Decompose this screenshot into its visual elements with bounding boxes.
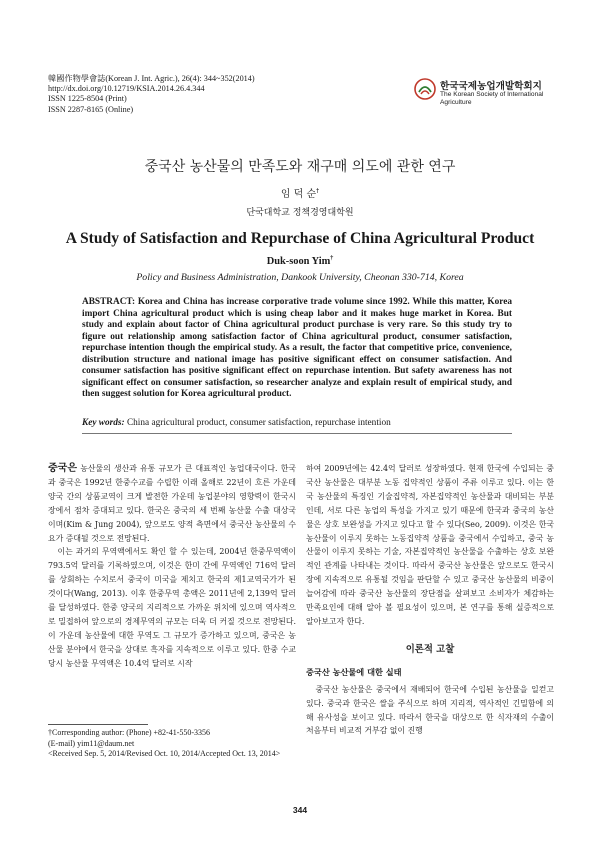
author-english: Duk-soon Yim: [266, 256, 331, 267]
footnote-received: <Received Sep. 5, 2014/Revised Oct. 10, 2014/Accepted Oct. 13, 2014>: [48, 749, 281, 759]
title-korean: 중국산 농산물의 만족도와 재구매 의도에 관한 연구: [144, 159, 456, 175]
body-paragraph-2: [48, 545, 296, 670]
lead-word: 중국은: [48, 463, 77, 474]
author-korean-line: [0, 185, 600, 200]
footnote-rule: [48, 724, 148, 725]
society-header: [414, 76, 564, 116]
society-logo-icon: [414, 78, 436, 100]
journal-info: [48, 74, 348, 115]
page-number: 344: [292, 805, 308, 815]
body-paragraph-2-cont: [306, 462, 554, 629]
abstract-divider: [82, 433, 512, 434]
author-english-line: [0, 256, 600, 267]
footnote-corresponding: †Corresponding author: (Phone) +82-41-550-3356: [48, 728, 211, 737]
body-column-right: [306, 462, 554, 738]
section-heading: 이론적 고찰: [405, 643, 455, 655]
body-paragraph-2-left: 이는 과거의 무역액에서도 확인 할 수 있는데, 2004년 한중무역액이 793.5억 달러를 기록하였으며, 이것은 한미 간에 무역액인 716억 달러를 상회하는 수치로서 중국이 미국을 제치고 한국의 제1교역국가가 된 것이다(Wang, 2013). 이후 한중무역 총액은 2011년에 2,139억 달러를 달성하였다. 한중 양국의 지리적으로 가까운 위치에 있으며 역사적으로 밀접하여 앞으로의 경제무역의 규모는 더욱 더 커질 것으로 전망된다. 이 가운데 농산물에 대한 무역도 그 규모가 증가하고 있으며, 중국은 농산물 분야에서 한국을 상대로 흑자를 지속적으로 이루고 있다. 한중 수교당시 농산물 무역액은 10.4억 달러로 시작: [48, 547, 296, 668]
author-english-mark: †: [330, 255, 334, 262]
keywords: China agricultural product, consumer satisfaction, repurchase intention: [126, 418, 391, 428]
footnote-email: (E-mail) yim11@daum.net: [48, 738, 135, 748]
journal-issn-online: ISSN 2287-8165 (Online): [48, 104, 134, 114]
title-english: A Study of Satisfaction and Repurchase of China Agricultural Product: [65, 230, 535, 247]
body-paragraph-1-text: 농산물의 생산과 유통 규모가 큰 대표적인 농업대국이다. 한국과 중국은 1992년 한중수교를 수립한 이래 올해로 22년이 흐른 가운데 양국 간의 상품교역이 크게 발전한 가운데 농업분야의 영향력이 한국시장에서 점차 증대되고 있다. 한국은 중국의 세 번째 농산물 수출 대상국이며(Kim & Jung 2004), 앞으로도 양적 측면에서 중국산 농산물의 수요가 증대될 것으로 전망된다.: [48, 464, 296, 543]
affiliation-english: Policy and Business Administration, Dankook University, Cheonan 330-714, Korea: [136, 272, 464, 283]
body-paragraph-3: 중국산 농산물은 중국에서 재배되어 한국에 수입된 농산물을 일컫고 있다. 중국과 한국은 쌀을 주식으로 하며 지리적, 역사적인 긴밀함에 의해 유사성을 보이고 있다. 따라서 한국을 대상으로 한 식자재의 수출이 처음부터 비교적 거부감 없이 진행: [306, 684, 554, 736]
keywords-label: Key words:: [82, 418, 125, 428]
author-korean: 임 덕 순: [280, 189, 317, 200]
journal-citation: 韓國作物學會誌(Korean J. Int. Agric.), 26(4): 344~352(2014): [48, 74, 255, 83]
abstract: ABSTRACT: Korea and China has increase corporative trade volume since 1992. While this matter, Korea import China agricultural product which is using cheap labor and it makes huge market in Korea. But study and explain about factor of China agricultural product purchase is very rare. So this study try to figure out relationship among satisfaction factor of China agricultural product, consumer satisfaction, repurchase intention though the empirical study. As a result, the factor that competitive price, convenience, distribution structure and national image has positive significant effect on consumer satisfaction. And consumer satisfaction has positive significant effect on repurchase intention. But safety awareness has not significant effect on consumer satisfaction, so researcher analyze and explain result of empirical study, and then suggest solution for Korea agricultural product.: [82, 297, 512, 399]
journal-doi[interactable]: http://dx.doi.org/10.12719/KSIA.2014.26.4.344: [48, 84, 205, 94]
journal-issn-print: ISSN 1225-8504 (Print): [48, 94, 127, 104]
footnote: [48, 728, 298, 760]
society-korean-name: 한국국제농업개발학회지: [440, 81, 542, 92]
body-column-left: [48, 462, 296, 671]
affiliation-korean: 단국대학교 정책경영대학원: [246, 208, 354, 218]
author-korean-mark: †: [316, 187, 320, 195]
body-paragraph-2-right: 하여 2009년에는 42.4억 달러로 성장하였다. 현재 한국에 수입되는 중국산 농산물은 대부분 노동 집약적인 상품이 주류 이루고 있다. 이는 한국 농산물의 특징인 기술집약적, 자본집약적인 농산물과 대비되는 부분인데, 서로 다른 농업의 특성을 가지고 있기 때문에 한국과 중국의 농산물은 상호 보완성을 가지고 있다고 할 수 있다(Seo, 2009). 이것은 한국 농산물이 이루지 못하는 노동집약적 상품을 중국에서 수입하고, 중국 농산물이 이루지 못하는 기술, 자본집약적인 농산물을 수출하는 상호 보완적인 관계를 나타내는 것이다. 따라서 중국산 농산물은 앞으로도 한국시장에 지속적으로 유통될 것임을 판단할 수 있고 중국산 농산물의 비중이 늘어감에 따라 중국산 농산물의 장단점을 살펴보고 소비자가 체감하는 만족요인에 대해 알아 볼 필요성이 있으며, 본 연구를 통해 실증적으로 알아보고자 한다.: [306, 464, 554, 626]
keywords-line: [82, 418, 512, 429]
subsection-heading: 중국산 농산물에 대한 실태: [306, 666, 402, 677]
body-paragraph-1: [48, 462, 296, 545]
society-english-name: The Korean Society of International Agriculture: [440, 91, 544, 106]
